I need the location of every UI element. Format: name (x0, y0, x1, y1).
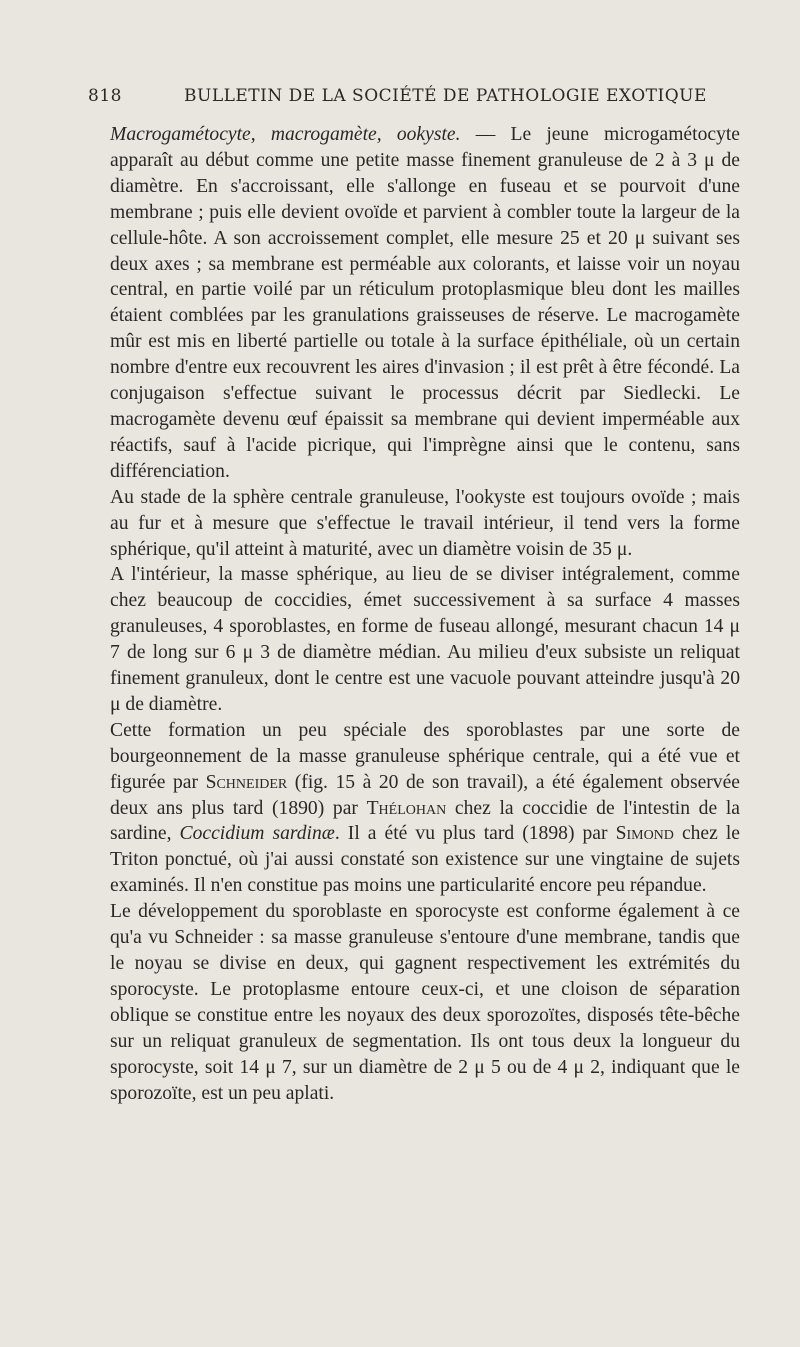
paragraph-2-text: Au stade de la sphère centrale granuleuse, l'ookyste est toujours ovoïde ; mais au fur et à mesure que s'effectue le travail intérieur, il tend vers la forme sphérique, qu'il atteint à maturité, avec un diamètre voisin de 35 μ. (110, 486, 740, 560)
body-text (110, 122, 740, 1106)
paragraph-4 (110, 718, 740, 899)
section-heading-italic: Macrogamétocyte, macrogamète, ookyste. (110, 124, 461, 145)
author-thelohan: Thélohan (366, 797, 447, 819)
paragraph-4-text-a: Cette formation un peu spéciale des sporoblastes par une sorte de bourgeonnement de la masse granuleuse sphérique centrale, qui a été vue et figurée par (110, 719, 740, 793)
page-number: 818 (88, 86, 122, 106)
paragraph-1 (110, 122, 740, 485)
author-schneider: Schneider (205, 771, 288, 793)
author-simond: Simond (615, 823, 674, 845)
paragraph-3 (110, 562, 740, 717)
paragraph-3-text: A l'intérieur, la masse sphérique, au lieu de se diviser intégralement, comme chez beaucoup de coccidies, émet successivement à sa surface 4 masses granuleuses, 4 sporoblastes, en forme de fuseau allongé, mesurant chacun 14 μ 7 de long sur 6 μ 3 de diamètre médian. Au milieu d'eux subsiste un reliquat finement granuleux, dont le centre est une vacuole pouvant atteindre jusqu'à 20 μ de diamètre. (110, 564, 740, 715)
paragraph-5-text: Le développement du sporoblaste en sporocyste est conforme également à ce qu'a vu Schneider : sa masse granuleuse s'entoure d'une membrane, tandis que le noyau se divise en deux, qui gagnent respectivement les extrémités du sporocyste. Le protoplasme entoure ceux-ci, et une cloison de séparation oblique se constitue entre les noyaux des deux sporozoïtes, disposés tête-bêche sur un reliquat granuleux de segmentation. Ils ont tous deux la longueur du sporocyste, soit 14 μ 7, sur un diamètre de 2 μ 5 ou de 4 μ 2, indiquant que le sporozoïte, est un peu aplati. (110, 901, 740, 1104)
paragraph-4-text-b: (fig. 15 à 20 de son travail), a été également observée deux ans plus tard (1890) par (110, 771, 740, 819)
paragraph-4-text-d: . Il a été vu plus tard (1898) par (334, 823, 616, 845)
paragraph-4-text-c: chez la coccidie de l'intestin de la sardine, (110, 797, 740, 845)
paragraph-2 (110, 485, 740, 563)
running-title: BULLETIN DE LA SOCIÉTÉ DE PATHOLOGIE EXOTIQUE (184, 86, 707, 106)
paragraph-4-text-e: chez le Triton ponctué, où j'ai aussi constaté son existence sur une vingtaine de sujets examinés. Il n'en constitue pas moins une particularité encore peu répandue. (110, 823, 740, 897)
species-name: Coccidium sardinæ (179, 823, 335, 845)
paragraph-5 (110, 899, 740, 1106)
paragraph-1-text: — Le jeune microgamétocyte apparaît au début comme une petite masse finement granuleuse de 2 à 3 μ de diamètre. En s'accroissant, elle s'allonge en fuseau et se pourvoit d'une membrane ; puis elle devient ovoïde et parvient à combler toute la largeur de la cellule-hôte. A son accroissement complet, elle mesure 25 et 20 μ suivant ses deux axes ; sa membrane est perméable aux colorants, et laisse voir un noyau central, en partie voilé par un réticulum protoplasmique bleu dont les mailles étaient comblées par les granulations graisseuses de réserve. Le macrogamète mûr est mis en liberté partielle ou totale à la surface épithéliale, où un certain nombre d'entre eux recouvrent les aires d'invasion ; il est prêt à être fécondé. La conjugaison s'effectue suivant le processus décrit par Siedlecki. Le macrogamète devenu œuf épaissit sa membrane qui devient imperméable aux réactifs, sauf à l'acide picrique, qui l'imprègne ainsi que le contenu, sans différenciation. (110, 124, 741, 482)
